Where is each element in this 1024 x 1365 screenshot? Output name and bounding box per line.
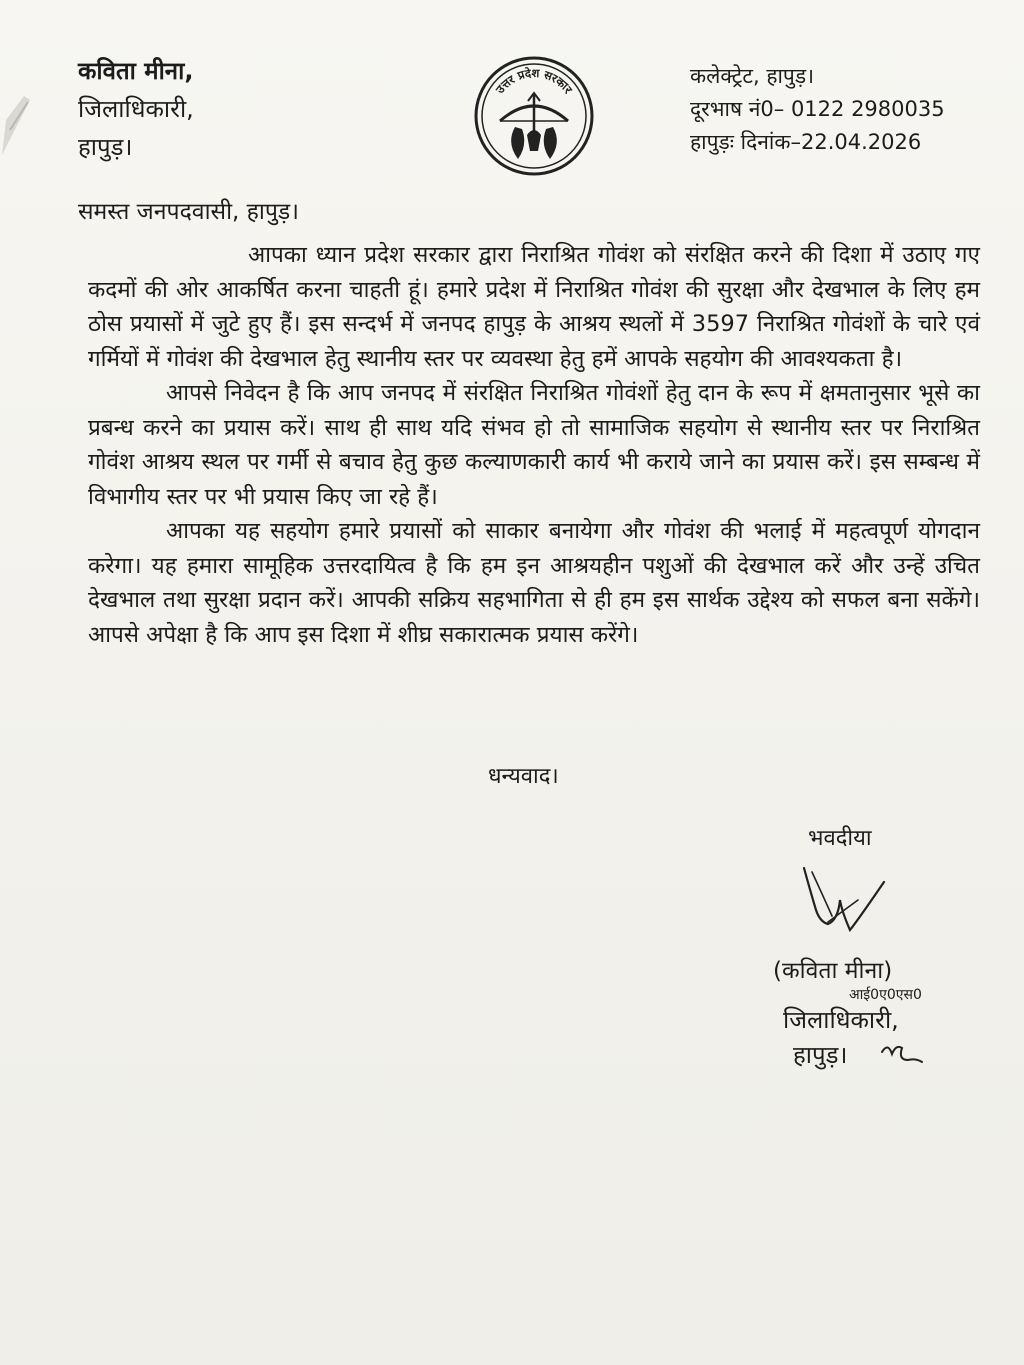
letter-date: हापुड़ः दिनांक–22.04.2026	[690, 130, 922, 154]
signatory-name: (कविता मीना)	[773, 958, 893, 984]
body-paragraph-3: आपका यह सहयोग हमारे प्रयासों को साकार बनायेगा और गोवंश की भलाई में महत्वपूर्ण योगदान करेगा। यह हमारा सामूहिक उत्तरदायित्व है कि हम इन आश्रयहीन पशुओं की देखभाल करें और उन्हें उचित देखभाल तथा सुरक्षा प्रदान करें। आपकी सक्रिय सहभागिता से ही हम इस सार्थक उद्देश्य को सफल बना सकेंगे। आपसे अपेक्षा है कि आप इस दिशा में शीघ्र सकारात्मक प्रयास करेंगे।	[88, 518, 980, 648]
thanks-line: धन्यवाद।	[488, 764, 559, 789]
sender-designation: जिलाधिकारी,	[78, 95, 194, 123]
signatory-place: हापुड़।	[793, 1041, 848, 1069]
signatory-service: आई0ए0एस0	[849, 987, 922, 1003]
paper-fold-mark	[0, 60, 34, 170]
salutation: समस्त जनपदवासी, हापुड़।	[78, 199, 299, 225]
office-details	[690, 60, 945, 159]
sender-place: हापुड़।	[78, 133, 133, 161]
body-paragraph-1: आपका ध्यान प्रदेश सरकार द्वारा निराश्रित गोवंश को संरक्षित करने की दिशा में उठाए गए कदमों की ओर आकर्षित करना चाहती हूं। हमारे प्रदेश में निराश्रित गोवंश की सुरक्षा और देखभाल के लिए हम ठोस प्रयासों में जुटे हुए हैं। इस सन्दर्भ में जनपद हापुड़ के आश्रय स्थलों में 3597 निराश्रित गोवंशों के चारे एवं गर्मियों में गोवंश की देखभाल हेतु स्थानीय स्तर पर व्यवस्था हेतु हमें आपके सहयोग की आवश्यकता है।	[88, 242, 980, 372]
handwritten-signature	[798, 860, 888, 940]
sender-name: कविता मीना,	[78, 57, 194, 85]
emblem-text: उत्तर प्रदेश सरकार	[492, 65, 576, 97]
handwritten-initials	[878, 1038, 926, 1068]
up-government-emblem-icon	[473, 55, 595, 177]
signatory-designation: जिलाधिकारी,	[783, 1006, 899, 1034]
body-paragraph-2: आपसे निवेदन है कि आप जनपद में संरक्षित निराश्रित गोवंशों हेतु दान के रूप में क्षमतानुसार भूसे का प्रबन्ध करने का प्रयास करें। साथ ही साथ यदि संभव हो तो सामाजिक सहयोग से स्थानीय स्तर पर निराश्रित गोवंश आश्रय स्थल पर गर्मी से बचाव हेतु कुछ कल्याणकारी कार्य भी कराये जाने का प्रयास करें। इस सम्बन्ध में विभागीय स्तर पर भी प्रयास किए जा रहे हैं।	[88, 380, 980, 510]
sender-block	[78, 52, 194, 166]
letter-body	[88, 238, 980, 652]
closing-word: भवदीया	[808, 826, 872, 851]
office-phone: दूरभाष नं0– 0122 2980035	[690, 97, 945, 121]
office-address: कलेक्ट्रेट, हापुड़।	[690, 64, 815, 88]
